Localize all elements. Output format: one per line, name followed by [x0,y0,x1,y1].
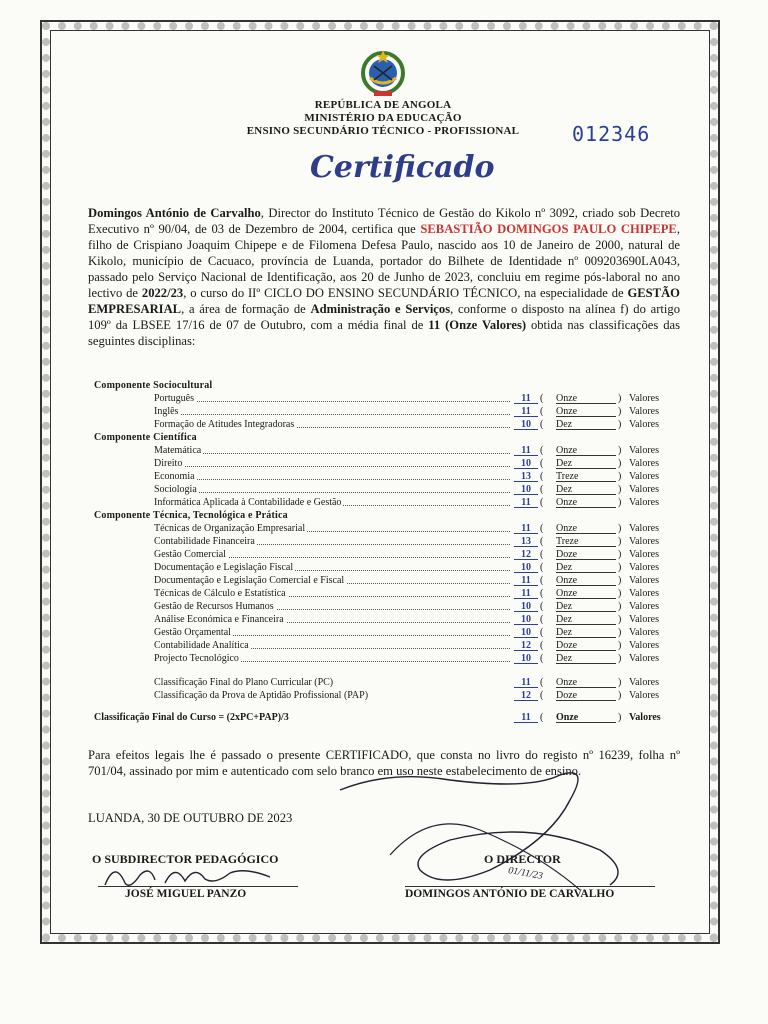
student-name: SEBASTIÃO DOMINGOS PAULO CHIPEPE [420,222,677,236]
header-education-level: ENSINO SECUNDÁRIO TÉCNICO - PROFISSIONAL [246,125,520,137]
grade-number: 10 [514,652,538,665]
body-text-4: , a área de formação de [181,302,311,316]
grade-number: 11 [514,444,538,457]
grade-words: Dez [556,600,616,613]
final-average: 11 (Onze Valores) [428,318,527,332]
grade-number: 10 [514,418,538,431]
subject-name: Direito [154,458,183,469]
subject-name: Classificação Final do Curso = (2xPC+PAP)/3 [94,712,289,723]
values-label: Valores [629,406,659,417]
angola-emblem-icon [360,48,406,98]
subject-name: Técnicas de Cálculo e Estatística [154,588,286,599]
subject-name: Classificação Final do Plano Curricular (PC) [154,677,334,688]
grade-number: 10 [514,457,538,470]
grade-row: Documentação e Legislação Comercial e Fiscal 11 ( Onze ) Valores [154,575,659,586]
grade-number: 12 [514,689,538,702]
subject-name: Português [154,393,194,404]
director-title: O DIRECTOR [484,852,561,866]
values-label: Valores [629,677,659,688]
grade-row: Sociologia 10 ( Dez ) Valores [154,484,659,495]
grade-number: 11 [514,496,538,509]
grade-row: Contabilidade Analítica 12 ( Doze ) Valores [154,640,659,651]
subject-name: Economia [154,471,195,482]
grade-number: 13 [514,470,538,483]
grade-words: Dez [556,561,616,574]
grade-number: 10 [514,561,538,574]
grade-words: Doze [556,689,616,702]
classification-row-pap: Classificação da Prova de Aptidão Profissional (PAP) 12 ( Doze ) Valores [154,690,659,701]
closing-paragraph: Para efeitos legais lhe é passado o presente CERTIFICADO, que consta no livro do registo nº 16239, folha nº 701/04, assinado por mim e autenticado com selo branco em uso neste estabelecimento de ensino. [88,748,680,778]
values-label: Valores [629,653,659,664]
values-label: Valores [629,640,659,651]
grade-row: Inglês 11 ( Onze ) Valores [154,406,659,417]
grade-row: Análise Económica e Financeira 10 ( Dez ) Valores [154,614,659,625]
grade-words: Onze [556,496,616,509]
grade-words: Onze [556,587,616,600]
grade-number: 11 [514,711,538,724]
body-text-6: obtida nas classificações das seguintes disciplinas: [88,318,680,348]
grade-row: Informática Aplicada à Contabilidade e Gestão 11 ( Onze ) Valores [154,497,659,508]
subject-name: Inglês [154,406,179,417]
section-title: Componente Científica [94,432,197,443]
grade-words: Dez [556,483,616,496]
grade-row: Técnicas de Organização Empresarial 11 ( Onze ) Valores [154,523,659,534]
values-label: Valores [629,614,659,625]
subject-name: Informática Aplicada à Contabilidade e Gestão [154,497,342,508]
grade-number: 12 [514,639,538,652]
values-label: Valores [629,484,659,495]
grade-words: Treze [556,535,616,548]
grade-words: Onze [556,522,616,535]
grade-number: 11 [514,405,538,418]
values-label: Valores [629,601,659,612]
values-label: Valores [629,690,659,701]
grades-table [94,379,684,724]
values-label: Valores [629,419,659,430]
grade-row: Matemática 11 ( Onze ) Valores [154,445,659,456]
values-label: Valores [629,712,661,723]
subdirector-name: JOSÉ MIGUEL PANZO [125,888,247,900]
grade-words: Onze [556,676,616,689]
grade-row: Documentação e Legislação Fiscal 10 ( Dez ) Valores [154,562,659,573]
header-ministry: MINISTÉRIO DA EDUCAÇÃO [304,112,462,124]
grade-number: 10 [514,600,538,613]
grade-words: Onze [556,444,616,457]
grade-words: Dez [556,613,616,626]
values-label: Valores [629,562,659,573]
grade-words: Dez [556,457,616,470]
subject-name: Gestão Comercial [154,549,226,560]
values-label: Valores [629,536,659,547]
grade-number: 12 [514,548,538,561]
subject-name: Formação de Atitudes Integradoras [154,419,295,430]
grade-row: Português 11 ( Onze ) Valores [154,393,659,404]
grade-words: Dez [556,652,616,665]
grade-row: Projecto Tecnológico 10 ( Dez ) Valores [154,653,659,664]
subject-name: Documentação e Legislação Comercial e Fiscal [154,575,345,586]
body-text-2: , filho de Crispiano Joaquim Chipepe e de Filomena Defesa Paulo, nascido aos 10 de Janeiro de 2000, natural de Kikolo, município de Cacuaco, província de Luanda, portador do Bilhete de Identidade nº 009203690LA043, passado pelo Serviço Nacional de Identificação, aos 20 de Junho de 2023, concluiu em regime pós-laboral no ano lectivo de [88,222,680,300]
grade-number: 10 [514,626,538,639]
serial-number: 012346 [572,122,651,146]
section-title: Componente Técnica, Tecnológica e Prática [94,510,288,521]
grade-words: Onze [556,711,616,724]
ministry-header [200,99,566,138]
body-text-1: , Director do Instituto Técnico de Gestão do Kikolo nº 3092, criado sob Decreto Executivo nº 90/04, de 03 de Dezembro de 2004, certifica que [88,206,680,236]
values-label: Valores [629,588,659,599]
subdirector-title: O SUBDIRECTOR PEDAGÓGICO [92,852,279,866]
grade-number: 11 [514,392,538,405]
grade-row: Gestão Comercial 12 ( Doze ) Valores [154,549,659,560]
academic-year: 2022/23 [141,286,184,300]
subject-name: Gestão de Recursos Humanos [154,601,274,612]
body-text-5: , conforme o disposto na alínea f) do artigo 109º da LBSEE 17/16 de 07 de Outubro, com a média final de [88,302,680,332]
grade-row: Gestão Orçamental 10 ( Dez ) Valores [154,627,659,638]
grade-words: Onze [556,574,616,587]
values-label: Valores [629,458,659,469]
specialty: GESTÃO EMPRESARIAL [88,286,680,316]
classification-row-pc: Classificação Final do Plano Curricular (PC) 11 ( Onze ) Valores [154,677,659,688]
header-republic: REPÚBLICA DE ANGOLA [314,99,452,111]
values-label: Valores [629,523,659,534]
grade-number: 13 [514,535,538,548]
values-label: Valores [629,471,659,482]
values-label: Valores [629,627,659,638]
body-text-3: , o curso do IIº CICLO DO ENSINO SECUNDÁRIO TÉCNICO, na especialidade de [183,286,628,300]
certificate-title: Certificado [310,150,495,185]
section-title: Componente Sociocultural [94,380,213,391]
subject-name: Projecto Tecnológico [154,653,239,664]
final-course-classification: Classificação Final do Curso = (2xPC+PAP)/3 11 ( Onze ) Valores [94,712,661,723]
training-area: Administração e Serviços [310,302,451,316]
grade-row: Formação de Atitudes Integradoras 10 ( Dez ) Valores [154,419,659,430]
grade-number: 10 [514,613,538,626]
director-name-signature: DOMINGOS ANTÓNIO DE CARVALHO [405,888,615,900]
grade-row: Economia 13 ( Treze ) Valores [154,471,659,482]
values-label: Valores [629,549,659,560]
grade-number: 11 [514,587,538,600]
subject-name: Gestão Orçamental [154,627,231,638]
grade-number: 11 [514,676,538,689]
grade-row: Contabilidade Financeira 13 ( Treze ) Valores [154,536,659,547]
grade-row: Técnicas de Cálculo e Estatística 11 ( Onze ) Valores [154,588,659,599]
grade-number: 11 [514,574,538,587]
grade-words: Onze [556,405,616,418]
values-label: Valores [629,393,659,404]
subject-name: Documentação e Legislação Fiscal [154,562,294,573]
values-label: Valores [629,575,659,586]
subject-name: Classificação da Prova de Aptidão Profissional (PAP) [154,690,369,701]
grade-words: Dez [556,626,616,639]
handwritten-date: 01/11/23 [507,865,544,882]
grade-number: 10 [514,483,538,496]
certificate-body [88,205,680,349]
grade-words: Onze [556,392,616,405]
subject-name: Técnicas de Organização Empresarial [154,523,306,534]
values-label: Valores [629,497,659,508]
subject-name: Contabilidade Analítica [154,640,249,651]
grade-words: Doze [556,548,616,561]
subdirector-signature-line [98,886,298,887]
director-signature-line [405,886,655,887]
subject-name: Análise Económica e Financeira [154,614,284,625]
grade-words: Treze [556,470,616,483]
subject-name: Sociologia [154,484,197,495]
grade-number: 11 [514,522,538,535]
grade-words: Dez [556,418,616,431]
subject-name: Matemática [154,445,202,456]
grade-row: Gestão de Recursos Humanos 10 ( Dez ) Valores [154,601,659,612]
grade-words: Doze [556,639,616,652]
subject-name: Contabilidade Financeira [154,536,255,547]
issue-date: LUANDA, 30 DE OUTUBRO DE 2023 [88,811,293,825]
grade-row: Direito 10 ( Dez ) Valores [154,458,659,469]
values-label: Valores [629,445,659,456]
director-name: Domingos António de Carvalho [88,206,261,220]
